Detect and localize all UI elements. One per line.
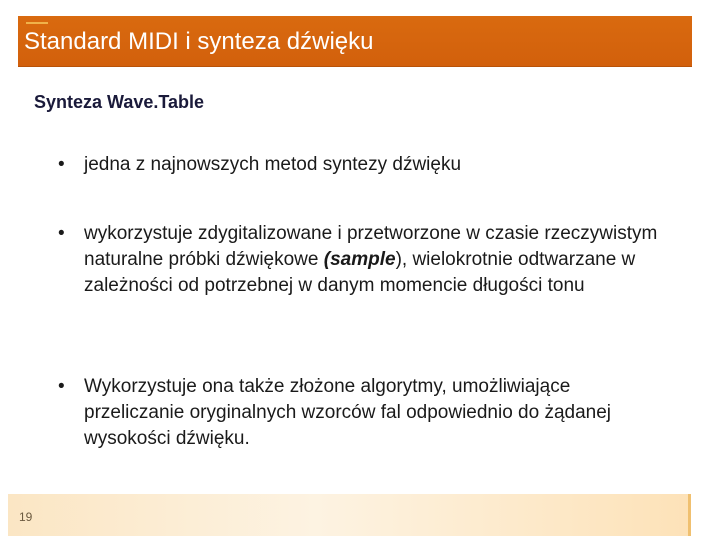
bullet-item: [58, 374, 668, 452]
header-accent: [26, 16, 48, 24]
footer-bar: [8, 494, 691, 536]
bullet-text: [84, 221, 668, 299]
section-heading: Synteza Wave.Table: [34, 92, 205, 112]
bullet-text: Wykorzystuje ona także złożone algorytmy, umożliwiające przeliczanie oryginalnych wzorców fal odpowiednio do żądanej wysokości dźwięku.: [84, 376, 612, 449]
bullet-dot-icon: •: [58, 154, 65, 175]
emphasis-text: (sample: [323, 249, 396, 270]
bullet-text-part: ), wielokrotnie odtwarzane w zależności od potrzebnej w danym momencie długości tonu: [84, 249, 636, 296]
bullet-dot-icon: •: [58, 376, 65, 397]
bullet-text: jedna z najnowszych metod syntezy dźwięku: [84, 154, 462, 175]
page-number: 19: [19, 510, 33, 524]
title-bar: [18, 16, 692, 67]
slide-title: Standard MIDI i synteza dźwięku: [24, 28, 374, 55]
bullet-text-part: wykorzystuje zdygitalizowane i przetworzone w czasie rzeczywistym naturalne próbki dźwiękowe: [84, 223, 658, 270]
footer-accent: [688, 494, 691, 536]
bullet-item: [58, 221, 668, 299]
bullet-item: [58, 152, 668, 178]
bullet-dot-icon: •: [58, 223, 65, 244]
